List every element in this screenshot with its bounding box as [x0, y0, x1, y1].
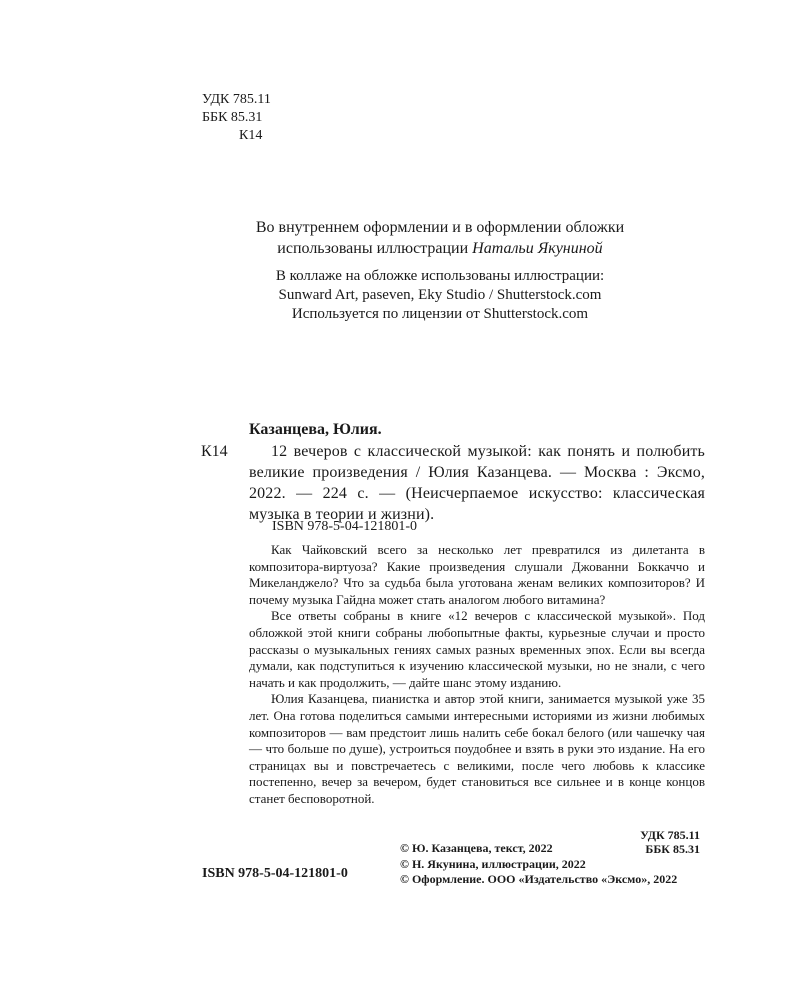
copyright-block [400, 841, 677, 888]
collage-line-2: Sunward Art, paseven, Eky Studio / Shutterstock.com [278, 287, 602, 303]
isbn-main: ISBN 978-5-04-121801-0 [202, 866, 348, 881]
udk-code-bottom: УДК 785.11 [640, 828, 700, 842]
collage-line-3: Используется по лицензии от Shutterstock.com [291, 306, 589, 322]
credits-line-1: Во внутреннем оформлении и в оформлении обложки [255, 219, 625, 236]
classification-block-top [202, 91, 271, 145]
illustration-credits [210, 217, 670, 259]
copyright-text: © Ю. Казанцева, текст, 2022 [400, 841, 553, 855]
illustrator-name: Натальи Якуниной [472, 240, 603, 257]
bbk-code: ББК 85.31 [202, 110, 263, 125]
annotation-paragraph-2: Все ответы собраны в книге «12 вечеров с классической музыкой». Под обложкой этой книги собраны любопытные факты, курьезные случаи и просто рассказы о музыкальных гениях самых разных временных эпох. Если вы всегда думали, как подступиться к изучению классической музыки, но не знали, с чего начать и как продолжить, — дайте шанс этому изданию. [249, 608, 705, 690]
copyright-design: © Оформление. ООО «Издательство «Эксмо», 2022 [400, 872, 678, 886]
annotation-paragraph-1: Как Чайковский всего за несколько лет превратился из дилетанта в композитора-виртуоза? Какие произведения слушали Джованни Боккаччо и Микеланджело? Что за судьба была уготована женам великих композиторов? И почему музыка Гайдна может стать аналогом любого витамина? [249, 542, 705, 607]
collage-credits [220, 267, 660, 324]
udk-code: УДК 785.11 [202, 92, 271, 107]
bbk-code-bottom: ББК 85.31 [645, 842, 700, 856]
annotation-paragraph-3: Юлия Казанцева, пианистка и автор этой книги, занимается музыкой уже 35 лет. Она готова поделиться самыми интересными историями из жизни любимых композиторов — вам предстоит лишь налить себе бокал белого (или чашечку чая — что больше по душе), устроиться поудобнее и взять в руки это издание. На его страницах вы и повстречаетесь с великими, после чего любовь к классике постепенно, вечер за вечером, будет становиться все сильнее и в конце концов станет бесповоротной. [249, 691, 705, 806]
collage-line-1: В коллаже на обложке использованы иллюстрации: [275, 268, 605, 284]
record-code: К14 [201, 443, 228, 460]
copyright-illustrations: © Н. Якунина, иллюстрации, 2022 [400, 856, 586, 871]
bibliographic-description: 12 вечеров с классической музыкой: как понять и полюбить великие произведения / Юлия Казанцева. — Москва : Эксмо, 2022. — 224 с. — (Неисчерпаемое искусство: классическая музыка в теории и жизни). [249, 443, 705, 523]
record-isbn: ISBN 978-5-04-121801-0 [272, 519, 418, 534]
credits-line-2 [210, 238, 670, 259]
credits-prefix: использованы иллюстрации [277, 240, 473, 257]
annotation [249, 542, 705, 808]
author-heading: Казанцева, Юлия. [249, 421, 382, 438]
author-sign-code: К14 [239, 128, 263, 143]
